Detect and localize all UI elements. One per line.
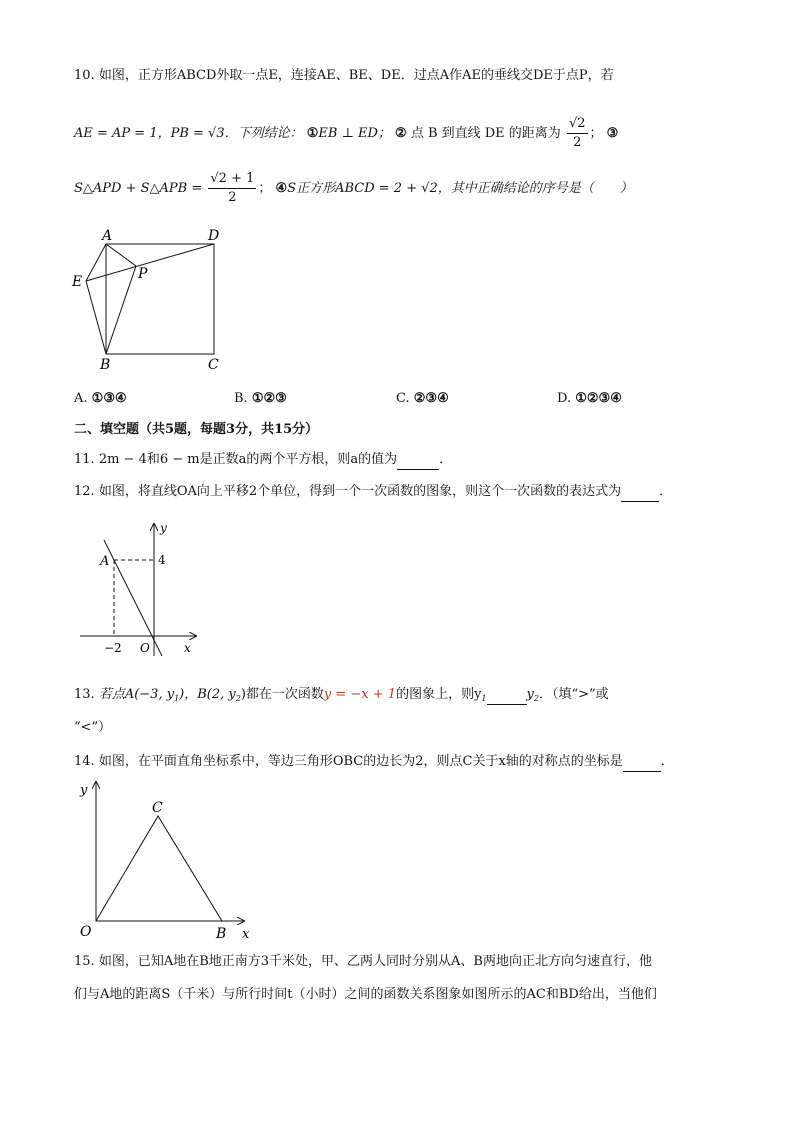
q13-sub4: 2 bbox=[533, 694, 539, 703]
q10-option-c[interactable] bbox=[396, 390, 449, 408]
q11-number: 11. bbox=[74, 452, 95, 467]
q10-fraction-area bbox=[208, 170, 256, 207]
option-label: B. bbox=[234, 391, 248, 406]
label-P: P bbox=[138, 266, 148, 282]
q13-text-c: )都在一次函数 bbox=[240, 687, 324, 702]
q10-number: 10. bbox=[74, 68, 95, 83]
q12-answer-blank[interactable] bbox=[621, 483, 659, 502]
q10-conclusion-3-marker: ③ bbox=[606, 126, 619, 141]
q10-conclusion-1: EB ⊥ ED； bbox=[318, 126, 391, 141]
label-y: y bbox=[160, 521, 167, 535]
q10-square-figure bbox=[66, 224, 236, 374]
q12-number: 12. bbox=[74, 484, 95, 499]
q10-line1-text: 如图，正方形ABCD外取一点E，连接AE、BE、DE．过点A作AE的垂线交DE于点P，若 bbox=[98, 68, 614, 83]
label-four: 4 bbox=[158, 553, 166, 567]
option-value: ①②③④ bbox=[575, 391, 622, 406]
q15-line2: 们与A地的距离S（千米）与所行时间t（小时）之间的函数关系图象如图所示的AC和BD给出，当他们 bbox=[74, 987, 657, 1002]
option-value: ①②③ bbox=[251, 391, 287, 406]
label-O: O bbox=[140, 641, 150, 655]
label-C: C bbox=[208, 357, 219, 373]
option-value: ②③④ bbox=[413, 391, 449, 406]
q13-sub3: 1 bbox=[481, 694, 487, 703]
q12-text: 如图，将直线OA向上平移2个单位，得到一个一次函数的图象，则这个一次函数的表达式为 bbox=[98, 484, 622, 499]
q11 bbox=[74, 451, 452, 470]
q14-triangle-figure bbox=[74, 776, 264, 944]
q10-conclusion-4-marker: ④ bbox=[275, 181, 288, 196]
label-A: A bbox=[102, 228, 113, 244]
q12-period: ． bbox=[659, 484, 673, 499]
q10-option-a[interactable] bbox=[74, 390, 127, 408]
option-label: D. bbox=[557, 391, 572, 406]
q11-text: 2m − 4和6 − m是正数a的两个平方根，则a的值为 bbox=[98, 452, 398, 467]
q10-line1 bbox=[74, 67, 614, 85]
q10-option-d[interactable] bbox=[557, 390, 622, 408]
q10-area-sum: S△APD + S△APB = bbox=[74, 181, 203, 196]
q10-line3: S△APD + S△APB = $\frac{√2 + 1}{2}$ ； ④S正方形ABCD = 2 + √2，其中正确结论的序号是（ ） bbox=[74, 171, 633, 205]
q12-coordinate-figure bbox=[74, 518, 204, 658]
fraction-denominator: 2 bbox=[228, 190, 237, 205]
q13-text-f: ．（填“>”或 bbox=[538, 687, 609, 702]
q10-fraction-sqrt2-over-2 bbox=[567, 115, 588, 152]
label-E: E bbox=[72, 274, 83, 290]
label-x: x bbox=[184, 641, 191, 655]
label-neg2: −2 bbox=[104, 641, 122, 655]
fraction-numerator: √2 + 1 bbox=[208, 170, 256, 189]
q15-line1 bbox=[74, 953, 652, 971]
label-A: A bbox=[100, 554, 110, 569]
q10-line2: AE = AP = 1，PB = √3．下列结论： ①EB ⊥ ED； ② 点 B 到直线 DE 的距离为 $\frac{√2}{2}$ ； ③ bbox=[74, 116, 619, 150]
label-y: y bbox=[80, 783, 88, 798]
q12 bbox=[74, 483, 672, 502]
q14-number: 14. bbox=[74, 754, 95, 769]
q14-period: ． bbox=[660, 754, 674, 769]
q13-text-e: y bbox=[526, 687, 534, 702]
q10-square-area: S正方形ABCD = 2 + √2，其中正确结论的序号是（ ） bbox=[287, 181, 633, 196]
option-value: ①③④ bbox=[91, 391, 127, 406]
q15-number: 15. bbox=[74, 954, 95, 969]
q13-point-b: )，B(2, y bbox=[179, 687, 236, 702]
label-B: B bbox=[216, 926, 227, 942]
label-O: O bbox=[80, 924, 92, 940]
q10-conclusion-2: 点 B 到直线 DE 的距离为 bbox=[410, 126, 561, 141]
option-label: A. bbox=[74, 391, 88, 406]
fraction-denominator: 2 bbox=[573, 135, 582, 150]
q13 bbox=[74, 686, 609, 708]
label-D: D bbox=[208, 228, 220, 244]
q11-answer-blank[interactable] bbox=[397, 451, 439, 470]
q15-text-line1: 如图，已知A地在B地正南方3千米处，甲、乙两人同时分别从A、B两地向正北方向匀速直行，他 bbox=[98, 954, 652, 969]
q13-sub2: 2 bbox=[235, 694, 241, 703]
q11-period: ． bbox=[439, 452, 453, 467]
q13-line2: “<”） bbox=[74, 720, 112, 735]
label-x: x bbox=[242, 927, 250, 942]
q13-point-a: 若点A(−3, y bbox=[98, 687, 175, 702]
q13-number: 13. bbox=[74, 687, 95, 702]
q13-sub1: 1 bbox=[174, 694, 180, 703]
fraction-numerator: √2 bbox=[567, 115, 588, 134]
q14 bbox=[74, 753, 674, 772]
q13-answer-blank[interactable] bbox=[487, 686, 527, 705]
q10-option-b[interactable] bbox=[234, 390, 287, 408]
label-B: B bbox=[100, 357, 111, 373]
q10-given: AE = AP = 1，PB = √3．下列结论： bbox=[74, 126, 303, 141]
q10-conclusion-1-marker: ① bbox=[306, 126, 319, 141]
option-label: C. bbox=[396, 391, 410, 406]
q14-answer-blank[interactable] bbox=[623, 753, 661, 772]
label-C: C bbox=[152, 800, 163, 816]
q10-conclusion-2-marker: ② bbox=[395, 126, 407, 141]
q14-text: 如图，在平面直角坐标系中，等边三角形OBC的边长为2，则点C关于x轴的对称点的坐标是 bbox=[98, 754, 623, 769]
section-title: 二、填空题（共5题，每题3分，共15分） bbox=[74, 422, 319, 437]
q13-text-d: 的图象上，则y bbox=[396, 687, 482, 702]
q13-function: y = −x + 1 bbox=[323, 687, 397, 702]
